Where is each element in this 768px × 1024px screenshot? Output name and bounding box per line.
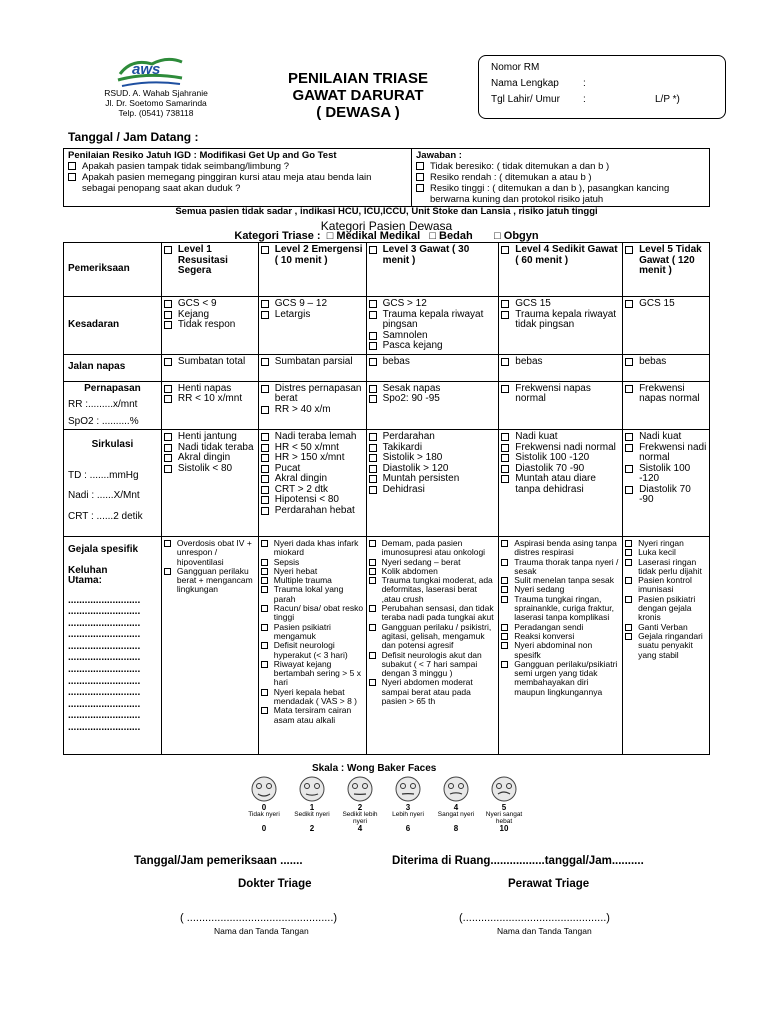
criteria-item: Diastolik 70 -90 (625, 485, 707, 506)
checkbox[interactable] (416, 173, 424, 181)
tanggal-datang-label: Tanggal / Jam Datang : (68, 130, 199, 144)
checkbox[interactable] (625, 465, 633, 473)
option-medikal[interactable]: Medikal Medikal (336, 230, 421, 242)
checkbox[interactable] (625, 633, 632, 640)
checkbox[interactable] (501, 475, 509, 483)
criteria-item: Frekwensi nadi normal (501, 443, 620, 454)
criteria-item: Reaksi konversi (501, 632, 620, 641)
checkbox[interactable] (164, 433, 172, 441)
keluhan-line[interactable]: .......................... (68, 640, 141, 652)
checkbox[interactable] (261, 444, 269, 452)
criteria-item: Sumbatan total (164, 357, 256, 368)
diterima-ruang[interactable]: Diterima di Ruang.................tanggal/Jam.......... (392, 855, 644, 867)
criteria-item: Diastolik 70 -90 (501, 464, 620, 475)
criteria-cell (366, 537, 499, 755)
checkbox[interactable] (625, 486, 633, 494)
criteria-item: Sistolik < 80 (164, 464, 256, 475)
checkbox[interactable] (625, 246, 633, 254)
checkbox[interactable] (369, 540, 376, 547)
criteria-item: Gangguan perilaku / psikistri, agitasi, gelisah, mengamuk dan potensi agresif (369, 623, 497, 651)
checkbox[interactable] (164, 311, 172, 319)
face-score: 2 (309, 824, 315, 833)
tgl-lahir-label: Tgl Lahir/ Umur (491, 94, 560, 105)
criteria-item: Aspirasi benda asing tanpa distres respirasi (501, 539, 620, 558)
checkbox[interactable] (369, 624, 376, 631)
form-title: PENILAIAN TRIASE GAWAT DARURAT ( DEWASA ) (287, 70, 428, 121)
fall-risk-table: Penilaian Resiko Jatuh IGD : Modifikasi Get Up and Go Test Apakah pasien tampak tidak seimbang/limbung ? Apakah pasien memegang pinggiran kursi atau meja atau benda lain sebagai penopang saat akan duduk ? Jawaban : Tidak beresiko: ( tidak ditemukan a dan b ) Resiko rendah : ( ditemukan a atau b ) Resiko tinggi : ( ditemukan a dan b ), pasangkan kancing berwarna kuning dan protokol risiko jatuh (63, 148, 710, 207)
triage-table (63, 242, 710, 755)
criteria-item: Perdarahan hebat (261, 506, 364, 517)
criteria-item: Sumbatan parsial (261, 357, 364, 368)
criteria-item: Pasien psikiatri mengamuk (261, 623, 364, 642)
checkbox[interactable] (369, 395, 377, 403)
criteria-item: Letargis (261, 310, 364, 321)
criteria-item: Nadi kuat (625, 432, 707, 443)
criteria-item: GCS 15 (501, 299, 620, 310)
keluhan-line[interactable]: .......................... (68, 629, 141, 641)
gender-label: L/P *) (655, 94, 680, 105)
criteria-item: Henti jantung (164, 432, 256, 443)
checkbox[interactable] (164, 395, 172, 403)
pernapasan-row: Pernapasan RR :.........x/mnt SpO2 : ..........% Henti napas RR < 10 x/mnt Distres pernapasan berat RR > 40 x/m Sesak napas Spo2: 90 -95 Frekwensi napas normal Frekwensi napas normal (64, 381, 710, 430)
td-field[interactable]: TD : .......mmHg (68, 469, 139, 481)
criteria-item: Pasien kontrol imunisasi (625, 576, 707, 595)
pain-scale-title: Skala : Wong Baker Faces (312, 763, 437, 774)
checkbox[interactable] (369, 454, 377, 462)
criteria-item: Sistolik 100 -120 (625, 464, 707, 485)
checkbox[interactable] (625, 549, 632, 556)
hospital-street: Jl. Dr. Soetomo Samarinda (105, 98, 207, 108)
checkbox[interactable] (416, 184, 424, 192)
criteria-item: Perubahan sensasi, dan tidak teraba nadi pada tungkai akut (369, 604, 497, 623)
checkbox[interactable] (164, 358, 172, 366)
checkbox[interactable] (369, 300, 377, 308)
level-4-header: Level 4 Sedikit Gawat ( 60 menit ) (499, 243, 623, 297)
criteria-cell (499, 354, 623, 381)
checkbox[interactable] (261, 586, 268, 593)
face-label: Sangat nyeri (437, 811, 475, 818)
keluhan-line[interactable]: .......................... (68, 606, 141, 618)
criteria-cell (623, 297, 710, 355)
checkbox[interactable] (261, 454, 269, 462)
face-icon (340, 775, 380, 805)
checkbox[interactable] (369, 444, 377, 452)
criteria-cell (623, 537, 710, 755)
criteria-item: Dehidrasi (369, 485, 497, 496)
risk-note: Semua pasien tidak sadar , indikasi HCU, ICU,ICCU, Unit Stoke dan Lansia , risiko jatuh tinggi (175, 206, 598, 217)
criteria-item: Sepsis (261, 558, 364, 567)
checkbox[interactable] (164, 540, 171, 547)
face-number: 5 (501, 803, 507, 812)
criteria-item: Gangguan perilaku/psikiatri semi urgen yang tidak membahayakan diri maupun lingkungannya (501, 660, 620, 697)
wong-baker-faces (240, 775, 530, 835)
criteria-item: Racun/ bisa/ obat resko tinggi (261, 604, 364, 623)
checkbox[interactable] (261, 568, 268, 575)
checkbox[interactable] (369, 332, 377, 340)
criteria-item: Trauma kepala riwayat pingsan (369, 310, 497, 331)
checkbox[interactable] (625, 596, 632, 603)
checkbox[interactable] (164, 385, 172, 393)
checkbox[interactable] (501, 559, 508, 566)
checkbox[interactable] (261, 358, 269, 366)
keluhan-line[interactable]: .......................... (68, 722, 141, 734)
checkbox[interactable] (261, 577, 268, 584)
checkbox[interactable] (164, 444, 172, 452)
criteria-item: Nyeri sedang – berat (369, 558, 497, 567)
dokter-triage-label: Dokter Triage (238, 878, 312, 890)
checkbox[interactable] (369, 465, 377, 473)
checkbox[interactable] (369, 605, 376, 612)
checkbox[interactable] (501, 577, 508, 584)
nama-lengkap-label: Nama Lengkap (491, 78, 559, 89)
criteria-item: Distres pernapasan berat (261, 384, 364, 405)
criteria-item: Gangguan perilaku berat + mengancam lingkungan (164, 567, 256, 595)
face-icon (484, 775, 524, 805)
checkbox[interactable] (501, 454, 509, 462)
crt-field[interactable]: CRT : ......2 detik (68, 510, 143, 522)
face-icon (292, 775, 332, 805)
criteria-item: GCS 15 (625, 299, 707, 310)
criteria-item: Demam, pada pasien imunosupresi atau onkologi (369, 539, 497, 558)
criteria-item: Trauma kepala riwayat tidak pingsan (501, 310, 620, 331)
face-label: Tidak nyeri (248, 811, 280, 818)
criteria-cell (366, 381, 499, 430)
level-1-header: Level 1 Resusitasi Segera (161, 243, 258, 297)
checkbox[interactable] (369, 652, 376, 659)
keluhan-line[interactable]: .......................... (68, 652, 141, 664)
criteria-item: Henti napas (164, 384, 256, 395)
patient-id-box: Nomor RM Nama Lengkap : Tgl Lahir/ Umur : L/P *) (478, 55, 726, 119)
keluhan-line[interactable]: .......................... (68, 698, 141, 710)
criteria-item: Nadi kuat (501, 432, 620, 443)
criteria-item: RR < 10 x/mnt (164, 394, 256, 405)
checkbox[interactable] (501, 311, 509, 319)
checkbox[interactable] (369, 486, 377, 494)
criteria-item: Muntah atau diare tanpa dehidrasi (501, 474, 620, 495)
criteria-cell (258, 297, 366, 355)
perawat-sign-caption: Nama dan Tanda Tangan (497, 926, 592, 936)
dokter-sign-caption: Nama dan Tanda Tangan (214, 926, 309, 936)
checkbox[interactable] (501, 246, 509, 254)
criteria-cell (366, 297, 499, 355)
criteria-cell (258, 381, 366, 430)
criteria-item: Peradangan sendi (501, 623, 620, 632)
checkbox[interactable] (625, 358, 633, 366)
checkbox[interactable] (261, 605, 268, 612)
checkbox[interactable] (68, 162, 76, 170)
checkbox[interactable] (501, 444, 509, 452)
level-3-header: Level 3 Gawat ( 30 menit ) (366, 243, 499, 297)
criteria-cell (258, 430, 366, 537)
checkbox[interactable] (369, 577, 376, 584)
criteria-item: GCS 9 – 12 (261, 299, 364, 310)
checkbox[interactable] (501, 385, 509, 393)
criteria-item: Nyeri kepala hebat mendadak ( VAS > 8 ) (261, 688, 364, 707)
criteria-item: Nadi teraba lemah (261, 432, 364, 443)
checkbox[interactable] (261, 507, 269, 515)
criteria-item: Nyeri ringan (625, 539, 707, 548)
criteria-item: Frekwensi napas normal (501, 384, 620, 405)
criteria-cell (161, 297, 258, 355)
checkbox[interactable] (625, 577, 632, 584)
option-bedah[interactable]: Bedah (439, 230, 473, 242)
criteria-item: bebas (369, 357, 497, 368)
criteria-item: Trauma tungkai moderat, ada deformitas, laserasi berat ,atau crush (369, 576, 497, 604)
criteria-item: RR > 40 x/m (261, 405, 364, 416)
checkbox[interactable] (501, 586, 508, 593)
criteria-cell (623, 354, 710, 381)
checkbox[interactable] (261, 689, 268, 696)
checkbox[interactable] (261, 475, 269, 483)
checkbox[interactable] (261, 559, 268, 566)
checkbox[interactable] (164, 454, 172, 462)
criteria-cell (499, 430, 623, 537)
criteria-cell (499, 537, 623, 755)
spo2-field[interactable]: SpO2 : ..........% (68, 415, 139, 427)
checkbox[interactable] (501, 465, 509, 473)
face-label: Sedikit nyeri (294, 811, 330, 818)
perawat-triage-label: Perawat Triage (508, 878, 590, 890)
checkbox[interactable] (501, 633, 508, 640)
checkbox[interactable] (625, 624, 632, 631)
checkbox[interactable] (501, 624, 508, 631)
checkbox[interactable] (261, 486, 269, 494)
nadi-field[interactable]: Nadi : ......X/Mnt (68, 490, 140, 501)
criteria-item: Perdarahan (369, 432, 497, 443)
checkbox[interactable] (261, 385, 269, 393)
criteria-item: Sistolik 100 -120 (501, 453, 620, 464)
face-score: 4 (357, 824, 363, 833)
pemeriksaan-header: Pemeriksaan (64, 243, 162, 297)
hospital-phone: Telp. (0541) 738118 (118, 108, 194, 118)
criteria-item: GCS > 12 (369, 299, 497, 310)
face-number: 4 (453, 803, 459, 812)
rr-field[interactable]: RR :.........x/mnt (68, 399, 138, 410)
criteria-item: Sulit menelan tanpa sesak (501, 576, 620, 585)
face-number: 3 (405, 803, 411, 812)
keluhan-line[interactable]: .......................... (68, 617, 141, 629)
checkbox[interactable] (625, 433, 633, 441)
criteria-item: Laserasi ringan tidak perlu dijahit (625, 558, 707, 577)
criteria-item: HR < 50 x/mnt (261, 443, 364, 454)
svg-text:aws: aws (132, 61, 161, 78)
header-row (64, 243, 710, 297)
criteria-item: Mata tersiram cairan asam atau alkali (261, 706, 364, 725)
checkbox[interactable] (369, 679, 376, 686)
criteria-cell (161, 537, 258, 755)
jawaban-label: Jawaban : (416, 150, 462, 161)
checkbox[interactable] (369, 433, 377, 441)
criteria-item: CRT > 2 dtk (261, 485, 364, 496)
criteria-item: Pucat (261, 464, 364, 475)
checkbox[interactable] (416, 162, 424, 170)
criteria-item: Ganti Verban (625, 623, 707, 632)
keluhan-line[interactable]: .......................... (68, 710, 141, 722)
criteria-item: Nyeri abdominal non spesifk (501, 641, 620, 660)
face-number: 1 (309, 803, 315, 812)
criteria-item: Luka kecil (625, 548, 707, 557)
checkbox[interactable] (261, 300, 269, 308)
criteria-item: Trauma tungkai ringan, sprainankle, curiga fraktur, laserasi tanpa komplikasi (501, 595, 620, 623)
tanggal-pemeriksaan[interactable]: Tanggal/Jam pemeriksaan ....... (134, 855, 303, 867)
criteria-item: Nyeri sedang (501, 585, 620, 594)
criteria-item: Frekwensi nadi normal (625, 443, 707, 464)
criteria-cell (366, 354, 499, 381)
hospital-address (86, 88, 226, 118)
kategori-title: Kategori Pasien Dewasa (320, 219, 453, 233)
face-score: 8 (453, 824, 459, 833)
checkbox[interactable] (501, 596, 508, 603)
checkbox[interactable] (501, 642, 508, 649)
checkbox[interactable] (369, 385, 377, 393)
criteria-item: Trauma lokal yang parah (261, 585, 364, 604)
criteria-item: Frekwensi napas normal (625, 384, 707, 405)
keluhan-line[interactable]: .......................... (68, 675, 141, 687)
checkbox[interactable] (369, 311, 377, 319)
jalan-napas-row: Jalan napas Sumbatan total Sumbatan parsial bebas bebas bebas (64, 354, 710, 381)
checkbox[interactable] (164, 321, 172, 329)
criteria-item: Diastolik > 120 (369, 464, 497, 475)
face-score: 10 (499, 824, 509, 833)
checkbox[interactable] (369, 246, 377, 254)
criteria-item: HR > 150 x/mnt (261, 453, 364, 464)
option-obgyn[interactable]: Obgyn (503, 230, 539, 242)
criteria-item: Defisit neurologi hyperakut (< 3 hari) (261, 641, 364, 660)
checkbox[interactable] (625, 540, 632, 547)
criteria-item: Tidak respon (164, 320, 256, 331)
perawat-signature[interactable]: (...............................................) (459, 912, 610, 924)
keluhan-line[interactable]: .......................... (68, 664, 141, 676)
checkbox[interactable] (261, 661, 268, 668)
criteria-item: Nadi tidak teraba (164, 443, 256, 454)
face-label: Sedikit lebih nyeri (342, 811, 378, 825)
checkbox[interactable] (501, 540, 508, 547)
criteria-cell (161, 381, 258, 430)
criteria-item: Defisit neurologis akut dan subakut ( < 7 hari sampai dengan 3 minggu ) (369, 651, 497, 679)
hospital-name: RSUD. A. Wahab Sjahranie (104, 88, 208, 98)
face-number: 2 (357, 803, 363, 812)
checkbox[interactable] (501, 433, 509, 441)
criteria-item: Pasca kejang (369, 341, 497, 352)
dokter-signature[interactable]: ( ................................................) (180, 912, 338, 924)
criteria-item: Nyeri abdomen moderat sampai berat atau pada pasien > 65 th (369, 678, 497, 706)
criteria-item: Multiple trauma (261, 576, 364, 585)
face-score: 6 (405, 824, 411, 833)
criteria-item: Sistolik > 180 (369, 453, 497, 464)
criteria-cell (499, 381, 623, 430)
criteria-item: Trauma thorak tanpa nyeri / sesak (501, 558, 620, 577)
fall-risk-heading: Penilaian Resiko Jatuh IGD : Modifikasi Get Up and Go Test (68, 150, 337, 161)
face-label: Lebih nyeri (392, 811, 424, 818)
criteria-item: Spo2: 90 -95 (369, 394, 497, 405)
checkbox[interactable] (261, 496, 269, 504)
level-2-header: Level 2 Emergensi ( 10 menit ) (258, 243, 366, 297)
criteria-cell (623, 381, 710, 430)
criteria-item: Takikardi (369, 443, 497, 454)
checkbox[interactable] (369, 358, 377, 366)
checkbox[interactable] (261, 406, 269, 414)
criteria-cell (258, 354, 366, 381)
criteria-item: Nyeri hebat (261, 567, 364, 576)
face-icon (388, 775, 428, 805)
checkbox[interactable] (164, 465, 172, 473)
criteria-item: Muntah persisten (369, 474, 497, 485)
face-icon (244, 775, 284, 805)
checkbox[interactable] (164, 300, 172, 308)
criteria-item: bebas (625, 357, 707, 368)
checkbox[interactable] (261, 707, 268, 714)
kesadaran-row: Kesadaran GCS < 9 Kejang Tidak respon GCS 9 – 12 Letargis GCS > 12 Trauma kepala riwayat pingsan Samnolen Pasca kejang GCS 15 Trauma kepala riwayat tidak pingsan GCS 15 (64, 297, 710, 355)
level-5-header: Level 5 Tidak Gawat ( 120 menit ) (623, 243, 710, 297)
criteria-cell (161, 430, 258, 537)
criteria-item: Akral dingin (164, 453, 256, 464)
criteria-item: bebas (501, 357, 620, 368)
nomor-rm-label: Nomor RM (491, 62, 540, 73)
checkbox[interactable] (261, 246, 269, 254)
criteria-cell (623, 430, 710, 537)
keluhan-lines[interactable] (68, 595, 157, 734)
checkbox[interactable] (625, 385, 633, 393)
criteria-cell (366, 430, 499, 537)
criteria-item: Pasien psikiatri dengan gejala kronis (625, 595, 707, 623)
face-label: Nyeri sangat hebat (485, 811, 523, 825)
checkbox[interactable] (369, 568, 376, 575)
keluhan-line[interactable]: .......................... (68, 687, 141, 699)
kategori-triase: Kategori Triase : □ Medikal Medikal □ Bedah □ Obgyn (234, 230, 539, 242)
checkbox[interactable] (369, 342, 377, 350)
criteria-item: Akral dingin (261, 474, 364, 485)
criteria-item: Kejang (164, 310, 256, 321)
criteria-item: Nyeri dada khas infark miokard (261, 539, 364, 558)
checkbox[interactable] (625, 559, 632, 566)
checkbox[interactable] (261, 624, 268, 631)
checkbox[interactable] (164, 568, 171, 575)
checkbox[interactable] (261, 311, 269, 319)
criteria-item: Hipotensi < 80 (261, 495, 364, 506)
checkbox[interactable] (261, 540, 268, 547)
checkbox[interactable] (625, 444, 633, 452)
criteria-cell (258, 537, 366, 755)
criteria-item: Samnolen (369, 331, 497, 342)
criteria-item: Sesak napas (369, 384, 497, 395)
checkbox[interactable] (261, 642, 268, 649)
gejala-row: Gejala spesifik Keluhan Utama: .......................... .......................... .......................... .......................... .......................... .......................... .......................... .......................... .......................... .......................... .......................... .......................... Overdosis obat IV + unrespon / hipoventilasi Gangguan perilaku berat + mengancam lingkungan Nyeri dada khas infark miokard Sepsis Nyeri hebat Multiple trauma Trauma lokal yang parah Racun/ bisa/ obat resko tinggi Pasien psikiatri mengamuk Defisit neurologi hyperakut (< 3 hari) Riwayat kejang bertambah sering > 5 x hari Nyeri kepala hebat mendadak ( VAS > 8 ) Mata tersiram cairan asam atau alkali Demam, pada pasien imunosupresi atau onkologi Nyeri sedang – berat Kolik abdomen Trauma tungkai moderat, ada deformitas, laserasi berat ,atau crush Perubahan sensasi, dan tidak teraba nadi pada tungkai akut Gangguan perilaku / psikistri, agitasi, gelisah, mengamuk dan potensi agresif Defisit neurologis akut dan subakut ( < 7 hari sampai dengan 3 minggu ) Nyeri abdomen moderat sampai berat atau pada pasien > 65 th Aspirasi benda asing tanpa distres respirasi Trauma thorak tanpa nyeri / sesak Sulit menelan tanpa sesak Nyeri sedang Trauma tungkai ringan, sprainankle, curiga fraktur, laserasi tanpa komplikasi Peradangan sendi Reaksi konversi Nyeri abdominal non spesifk Gangguan perilaku/psikiatri semi urgen yang tidak membahayakan diri maupun lingkungannya Nyeri ringan Luka kecil Laserasi ringan tidak perlu dijahit Pasien kontrol imunisasi Pasien psikiatri dengan gejala kronis Ganti Verban Gejala ringandari suatu penyakit yang stabil (64, 537, 710, 755)
checkbox[interactable] (164, 246, 172, 254)
criteria-item: Kolik abdomen (369, 567, 497, 576)
checkbox[interactable] (501, 661, 508, 668)
criteria-item: Overdosis obat IV + unrespon / hipoventilasi (164, 539, 256, 567)
criteria-item: GCS < 9 (164, 299, 256, 310)
criteria-cell (499, 297, 623, 355)
face-icon (436, 775, 476, 805)
checkbox[interactable] (261, 465, 269, 473)
checkbox[interactable] (625, 300, 633, 308)
checkbox[interactable] (501, 300, 509, 308)
criteria-item: Gejala ringandari suatu penyakit yang stabil (625, 632, 707, 660)
checkbox[interactable] (261, 433, 269, 441)
criteria-cell (161, 354, 258, 381)
face-number: 0 (261, 803, 267, 812)
face-score: 0 (261, 824, 267, 833)
checkbox[interactable] (369, 559, 376, 566)
checkbox[interactable] (501, 358, 509, 366)
sirkulasi-row: Sirkulasi TD : .......mmHg Nadi : ......X/Mnt CRT : ......2 detik Henti jantung Nadi tidak teraba Akral dingin Sistolik < 80 Nadi teraba lemah HR < 50 x/mnt HR > 150 x/mnt Pucat Akral dingin CRT > 2 dtk Hipotensi < 80 Perdarahan hebat Perdarahan Takikardi Sistolik > 180 Diastolik > 120 Muntah persisten Dehidrasi Nadi kuat Frekwensi nadi normal Sistolik 100 -120 Diastolik 70 -90 Muntah atau diare tanpa dehidrasi Nadi kuat Frekwensi nadi normal Sistolik 100 -120 Diastolik 70 -90 (64, 430, 710, 537)
criteria-item: Riwayat kejang bertambah sering > 5 x hari (261, 660, 364, 688)
keluhan-line[interactable]: .......................... (68, 594, 141, 606)
checkbox[interactable] (369, 475, 377, 483)
checkbox[interactable] (68, 173, 76, 181)
